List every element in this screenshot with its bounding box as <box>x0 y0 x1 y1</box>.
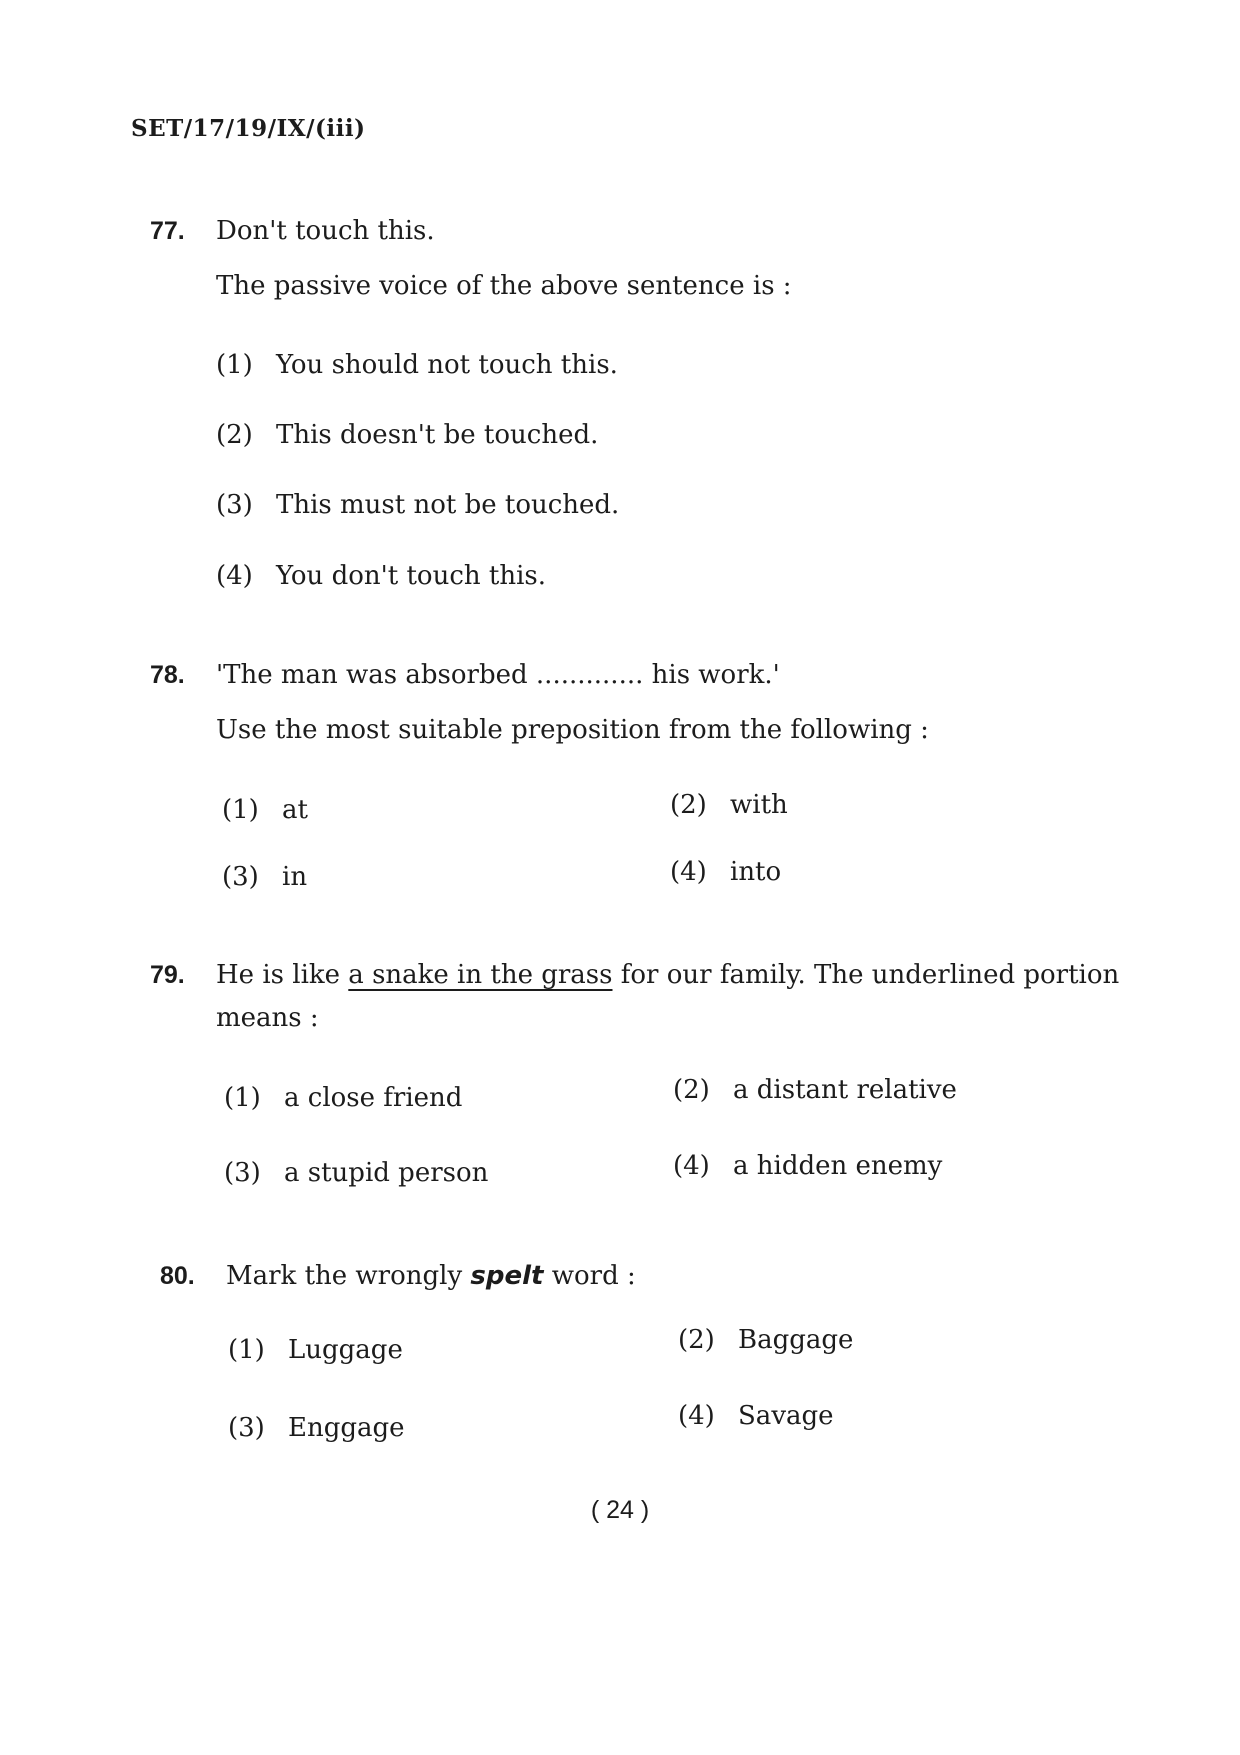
option-text: You should not touch this. <box>276 350 618 380</box>
option-77-4 <box>216 561 546 591</box>
question-stem <box>160 1255 1140 1298</box>
option-79-4 <box>673 1151 942 1181</box>
option-number: (1) <box>216 350 253 380</box>
option-80-2 <box>678 1325 853 1355</box>
option-text: Enggage <box>288 1413 405 1443</box>
option-number: (1) <box>228 1335 265 1365</box>
option-78-1 <box>222 795 308 825</box>
question-text <box>226 1255 1140 1298</box>
option-77-3 <box>216 490 619 520</box>
option-78-4 <box>670 857 781 887</box>
question-77 <box>150 210 1130 301</box>
paper-code: SET/17/19/IX/(iii) <box>131 115 366 142</box>
question-78 <box>150 654 1130 745</box>
option-80-1 <box>228 1335 403 1365</box>
question-text-end: word : <box>543 1261 636 1291</box>
question-instruction: Use the most suitable preposition from the following : <box>216 715 929 745</box>
option-number: (3) <box>228 1413 265 1443</box>
option-text: Baggage <box>738 1325 854 1355</box>
option-78-2 <box>670 790 788 820</box>
question-stem <box>150 954 1130 1040</box>
question-number: 79. <box>150 961 185 989</box>
page-number: ( 24 ) <box>590 1496 650 1524</box>
option-text: a close friend <box>284 1083 463 1113</box>
option-79-2 <box>673 1075 957 1105</box>
option-number: (2) <box>216 420 253 450</box>
question-instruction: The passive voice of the above sentence is : <box>216 271 792 301</box>
option-text: You don't touch this. <box>276 561 547 591</box>
option-text: a stupid person <box>284 1158 489 1188</box>
question-text: 'The man was absorbed ............. his work.' <box>216 660 780 690</box>
question-80 <box>160 1255 1140 1298</box>
option-text: This doesn't be touched. <box>276 420 599 450</box>
question-text: Don't touch this. <box>216 216 435 246</box>
question-79 <box>150 954 1130 1040</box>
option-number: (3) <box>216 490 253 520</box>
question-text-end: for our family. The underlined portion means : <box>216 960 1120 1033</box>
option-number: (4) <box>678 1401 715 1431</box>
emphasized-word: spelt <box>470 1261 544 1291</box>
option-text: at <box>282 795 308 825</box>
option-79-3 <box>224 1158 488 1188</box>
question-number: 78. <box>150 661 185 689</box>
question-text <box>216 954 1130 1040</box>
option-text: with <box>730 790 788 820</box>
option-78-3 <box>222 862 307 892</box>
question-number: 80. <box>160 1262 195 1290</box>
option-text: Luggage <box>288 1335 403 1365</box>
option-80-3 <box>228 1413 405 1443</box>
option-number: (4) <box>670 857 707 887</box>
option-number: (1) <box>224 1083 261 1113</box>
option-number: (4) <box>216 561 253 591</box>
question-stem <box>150 210 1130 253</box>
question-text-start: He is like <box>216 960 349 990</box>
option-77-2 <box>216 420 598 450</box>
option-77-1 <box>216 350 618 380</box>
option-79-1 <box>224 1083 462 1113</box>
question-number: 77. <box>150 217 185 245</box>
option-text: This must not be touched. <box>276 490 620 520</box>
option-text: into <box>730 857 782 887</box>
option-number: (3) <box>222 862 259 892</box>
question-text-start: Mark the wrongly <box>226 1261 471 1291</box>
option-number: (2) <box>670 790 707 820</box>
question-stem <box>150 654 1130 697</box>
option-text: a hidden enemy <box>733 1151 943 1181</box>
option-80-4 <box>678 1401 834 1431</box>
option-text: in <box>282 862 308 892</box>
option-number: (2) <box>673 1075 710 1105</box>
option-number: (4) <box>673 1151 710 1181</box>
underlined-phrase: a snake in the grass <box>348 960 613 990</box>
option-number: (3) <box>224 1158 261 1188</box>
option-number: (2) <box>678 1325 715 1355</box>
option-number: (1) <box>222 795 259 825</box>
option-text: Savage <box>738 1401 834 1431</box>
option-text: a distant relative <box>733 1075 957 1105</box>
